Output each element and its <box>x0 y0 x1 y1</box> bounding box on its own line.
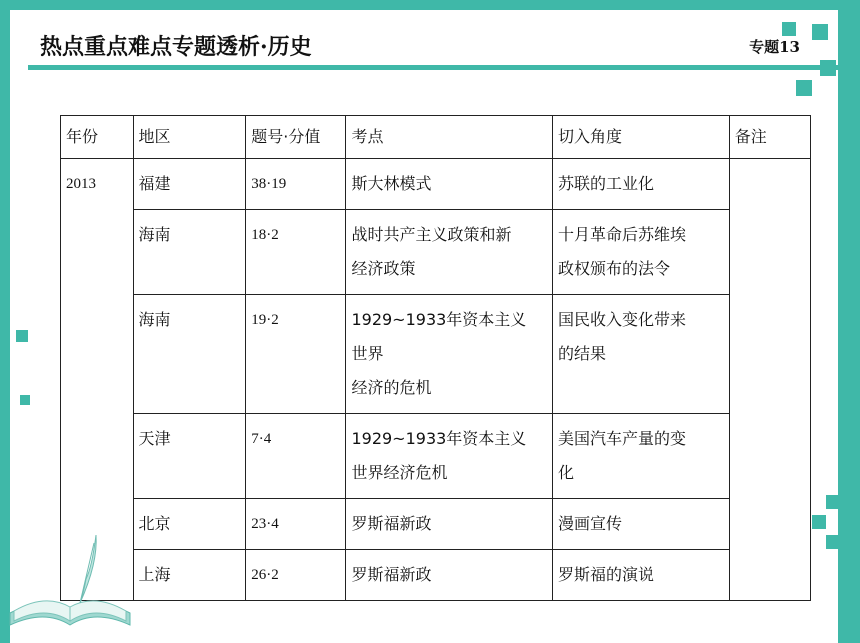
point-line: 1929~1933年资本主义 <box>351 310 527 329</box>
point-line: 斯大林模式 <box>351 174 432 193</box>
cell-question: 7·4 <box>246 414 346 499</box>
cell-point <box>346 499 553 550</box>
cell-region: 海南 <box>133 210 246 295</box>
deco-square <box>812 24 828 40</box>
cell-question: 19·2 <box>246 295 346 414</box>
table-row <box>61 499 811 550</box>
exam-table <box>60 115 811 601</box>
topic-number: 专题13 <box>749 38 800 56</box>
angle-line: 政权颁布的法令 <box>557 259 670 278</box>
col-header-year: 年份 <box>61 116 134 159</box>
cell-question: 26·2 <box>246 550 346 601</box>
table-row <box>61 295 811 414</box>
cell-angle <box>552 295 729 414</box>
cell-angle <box>552 414 729 499</box>
col-header-angle: 切入角度 <box>552 116 729 159</box>
cell-angle <box>552 159 729 210</box>
point-line: 经济的危机 <box>351 378 432 397</box>
col-header-note: 备注 <box>729 116 810 159</box>
book-and-quill-icon <box>0 533 140 643</box>
point-line: 1929~1933年资本主义 <box>351 429 527 448</box>
point-line: 经济政策 <box>351 259 416 278</box>
cell-point <box>346 295 553 414</box>
point-line: 世界经济危机 <box>351 463 448 482</box>
deco-square <box>782 22 796 36</box>
point-line: 罗斯福新政 <box>351 514 432 533</box>
deco-square <box>820 60 836 76</box>
deco-square <box>796 80 812 96</box>
table-row <box>61 210 811 295</box>
angle-line: 漫画宣传 <box>557 514 622 533</box>
col-header-point: 考点 <box>346 116 553 159</box>
angle-line: 罗斯福的演说 <box>557 565 654 584</box>
cell-point <box>346 414 553 499</box>
col-header-question: 题号·分值 <box>246 116 346 159</box>
angle-line: 苏联的工业化 <box>557 174 654 193</box>
cell-angle <box>552 499 729 550</box>
table-row <box>61 414 811 499</box>
cell-angle <box>552 550 729 601</box>
angle-line: 化 <box>557 463 574 482</box>
frame-right <box>838 0 860 643</box>
cell-region: 上海 <box>133 550 246 601</box>
table-row <box>61 550 811 601</box>
cell-year: 2013 <box>61 159 134 601</box>
cell-region: 北京 <box>133 499 246 550</box>
table-row <box>61 159 811 210</box>
col-header-region: 地区 <box>133 116 246 159</box>
cell-question: 18·2 <box>246 210 346 295</box>
angle-line: 美国汽车产量的变 <box>557 429 686 448</box>
deco-square <box>20 395 30 405</box>
cell-angle <box>552 210 729 295</box>
cell-point <box>346 159 553 210</box>
header-divider <box>28 65 838 70</box>
point-line: 罗斯福新政 <box>351 565 432 584</box>
cell-question: 38·19 <box>246 159 346 210</box>
cell-region: 福建 <box>133 159 246 210</box>
angle-line: 国民收入变化带来 <box>557 310 686 329</box>
cell-question: 23·4 <box>246 499 346 550</box>
table-header-row <box>61 116 811 159</box>
page-title: 热点重点难点专题透析·历史 <box>40 34 312 60</box>
cell-region: 海南 <box>133 295 246 414</box>
deco-square <box>826 495 840 509</box>
cell-point <box>346 550 553 601</box>
cell-note <box>729 159 810 601</box>
frame-top <box>0 0 860 10</box>
point-line: 战时共产主义政策和新 <box>351 225 512 244</box>
point-line: 世界 <box>351 344 384 363</box>
cell-region: 天津 <box>133 414 246 499</box>
cell-point <box>346 210 553 295</box>
angle-line: 的结果 <box>557 344 606 363</box>
angle-line: 十月革命后苏维埃 <box>557 225 686 244</box>
deco-square <box>16 330 28 342</box>
deco-square <box>812 515 826 529</box>
deco-square <box>826 535 840 549</box>
